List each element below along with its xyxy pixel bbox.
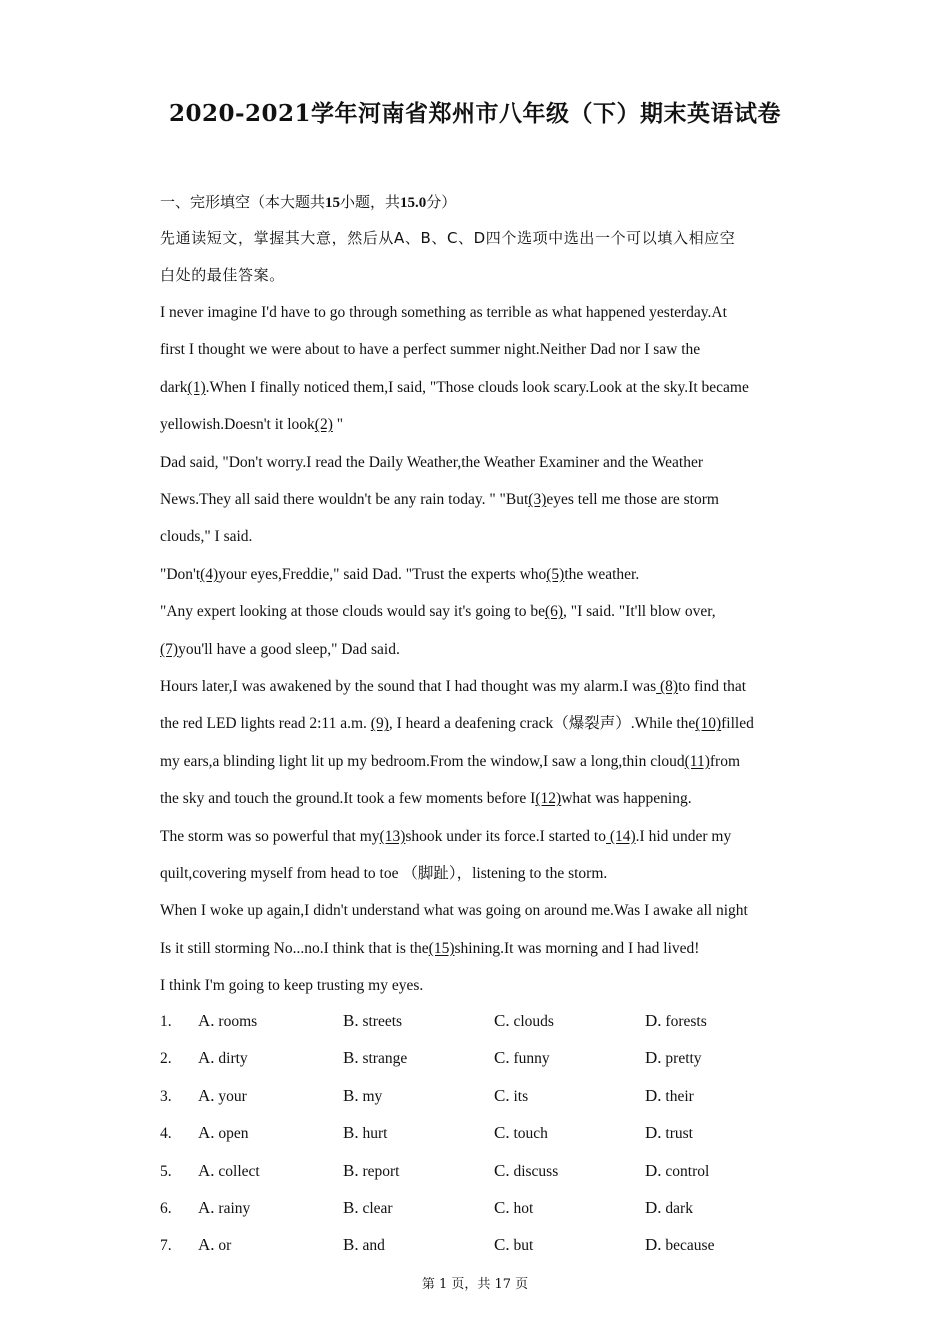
passage-line	[160, 789, 692, 809]
option-text: hurt	[358, 1125, 388, 1143]
option-c[interactable]	[494, 1123, 548, 1143]
question-number: 7.	[160, 1237, 172, 1255]
option-text: touch	[509, 1125, 548, 1143]
option-text: your	[214, 1087, 247, 1105]
option-a[interactable]	[198, 1086, 247, 1106]
passage-text: dark	[160, 378, 188, 396]
option-letter: D.	[645, 1235, 662, 1255]
option-text: my	[358, 1087, 383, 1105]
passage-text: , "I said. "It'll blow over,	[563, 603, 716, 621]
blank-marker: (7)	[160, 640, 179, 658]
passage-text: .When I finally noticed them,I said, "Those clouds look scary.Look at the sky.It became	[205, 378, 749, 396]
option-a[interactable]	[198, 1011, 257, 1031]
passage-text: shook under its force.I started to	[405, 827, 606, 845]
passage-line	[160, 490, 719, 510]
option-row	[160, 1086, 800, 1110]
passage-text: filled	[721, 715, 754, 733]
option-c[interactable]	[494, 1086, 528, 1106]
passage-line	[160, 752, 740, 772]
blank-marker: (13)	[379, 827, 406, 845]
question-number: 6.	[160, 1200, 172, 1217]
blank-marker: (11)	[684, 752, 710, 770]
option-text: control	[661, 1162, 710, 1180]
passage-text: yellowish.Doesn't it look	[160, 416, 315, 434]
option-a[interactable]	[198, 1198, 250, 1218]
passage-text: , I heard a deafening crack（爆裂声）.While the	[388, 715, 696, 733]
page-footer: 第 1 页，共 17 页	[421, 1277, 529, 1292]
blank-marker: (9)	[370, 715, 389, 733]
option-text: funny	[509, 1050, 550, 1068]
option-letter: B.	[343, 1085, 359, 1105]
option-b[interactable]	[343, 1235, 385, 1255]
option-letter: C.	[494, 1048, 510, 1068]
passage-text: quilt,covering myself from head to toe （脚趾），listening to the storm.	[160, 865, 608, 882]
option-b[interactable]	[343, 1048, 407, 1068]
option-letter: D.	[645, 1160, 662, 1180]
section-score: 15.0	[400, 195, 427, 211]
option-row	[160, 1235, 800, 1259]
section-mid: 小题，共	[340, 193, 401, 211]
passage-text: The storm was so powerful that my	[160, 827, 380, 845]
option-text: trust	[661, 1125, 693, 1143]
blank-marker: (3)	[528, 491, 547, 508]
passage-line	[160, 640, 400, 660]
option-text: rainy	[214, 1200, 251, 1217]
option-text: dirty	[214, 1050, 248, 1068]
passage-text: When I woke up again,I didn't understand what was going on around me.Was I awake all night	[160, 902, 748, 920]
option-text: or	[214, 1237, 232, 1255]
option-row	[160, 1048, 800, 1072]
passage-text: the sky and touch the ground.It took a few moments before I	[160, 790, 536, 808]
passage-line	[160, 864, 607, 884]
blank-marker: (4)	[200, 565, 219, 583]
option-text: clear	[358, 1200, 393, 1217]
blank-marker: (1)	[187, 378, 206, 396]
passage-line	[160, 939, 699, 959]
passage-line	[160, 527, 252, 547]
option-c[interactable]	[494, 1198, 533, 1218]
instruction-line: 先通读短文，掌握其大意，然后从A、B、C、D四个选项中选出一个可以填入相应空	[160, 229, 736, 247]
option-d[interactable]	[645, 1011, 707, 1031]
question-number: 4.	[160, 1125, 172, 1143]
option-letter: B.	[343, 1011, 359, 1030]
option-text: but	[509, 1237, 534, 1255]
option-d[interactable]	[645, 1161, 709, 1181]
passage-text: first I thought we were about to have a perfect summer night.Neither Dad nor I saw the	[160, 341, 701, 359]
option-text: report	[358, 1162, 400, 1180]
passage-text: Hours later,I was awakened by the sound that I had thought was my alarm.I was	[160, 678, 657, 695]
option-letter: C.	[494, 1011, 510, 1030]
passage-line	[160, 827, 731, 847]
option-c[interactable]	[494, 1161, 558, 1181]
passage-text: from	[709, 752, 741, 770]
passage-text: shining.It was morning and I had lived!	[454, 939, 700, 957]
option-letter: A.	[198, 1160, 215, 1180]
instruction-line: 白处的最佳答案。	[160, 266, 285, 284]
option-letter: B.	[343, 1160, 359, 1180]
option-text: discuss	[509, 1162, 559, 1180]
option-d[interactable]	[645, 1048, 702, 1068]
passage-line	[160, 303, 727, 323]
option-letter: A.	[198, 1198, 215, 1217]
option-letter: D.	[645, 1198, 662, 1217]
option-text: because	[661, 1237, 715, 1255]
option-letter: A.	[198, 1235, 215, 1255]
passage-text: I never imagine I'd have to go through something as terrible as what happened yesterday.At	[160, 304, 727, 321]
option-b[interactable]	[343, 1011, 402, 1031]
passage-text: clouds," I said.	[160, 528, 253, 546]
option-d[interactable]	[645, 1235, 714, 1255]
passage-text: to find that	[678, 678, 747, 695]
option-d[interactable]	[645, 1123, 693, 1143]
passage-text: the weather.	[564, 565, 640, 583]
option-letter: C.	[494, 1198, 510, 1217]
option-text: hot	[509, 1200, 534, 1217]
passage-text: your eyes,Freddie," said Dad. "Trust the experts who	[218, 565, 547, 583]
passage-text: you'll have a good sleep," Dad said.	[178, 640, 400, 658]
option-row	[160, 1123, 800, 1147]
option-c[interactable]	[494, 1235, 533, 1255]
option-a[interactable]	[198, 1161, 260, 1181]
option-letter: A.	[198, 1011, 215, 1030]
option-text: its	[509, 1087, 529, 1105]
question-number: 2.	[160, 1050, 172, 1068]
option-c[interactable]	[494, 1011, 554, 1031]
passage-text: the red LED lights read 2:11 a.m.	[160, 715, 371, 733]
passage-line	[160, 714, 754, 734]
passage-line	[160, 602, 716, 622]
passage-text: Is it still storming No...no.I think that is the	[160, 939, 429, 957]
option-letter: A.	[198, 1085, 215, 1105]
blank-marker: (15)	[428, 939, 455, 957]
passage-text: "Don't	[160, 565, 201, 583]
passage-text: News.They all said there wouldn't be any rain today. " "But	[160, 491, 529, 508]
option-a[interactable]	[198, 1123, 249, 1143]
option-text: open	[214, 1125, 249, 1143]
passage-line	[160, 976, 423, 996]
option-b[interactable]	[343, 1086, 382, 1106]
passage-text: "Any expert looking at those clouds would say it's going to be	[160, 603, 545, 621]
blank-marker: (8)	[656, 678, 679, 695]
question-number: 1.	[160, 1013, 172, 1030]
option-b[interactable]	[343, 1123, 387, 1143]
passage-text: what was happening.	[561, 790, 692, 808]
option-d[interactable]	[645, 1198, 693, 1218]
option-text: strange	[358, 1050, 408, 1068]
option-row	[160, 1161, 800, 1185]
blank-marker: (12)	[535, 790, 562, 808]
option-letter: C.	[494, 1235, 510, 1255]
option-letter: C.	[494, 1085, 510, 1105]
option-text: and	[358, 1237, 385, 1255]
option-letter: B.	[343, 1048, 359, 1068]
option-letter: A.	[198, 1048, 215, 1068]
passage-line	[160, 378, 749, 398]
option-text: dark	[661, 1200, 693, 1217]
option-letter: B.	[343, 1123, 359, 1143]
option-letter: D.	[645, 1123, 662, 1143]
passage-text: "	[332, 416, 344, 434]
option-d[interactable]	[645, 1086, 694, 1106]
option-a[interactable]	[198, 1235, 231, 1255]
passage-line	[160, 453, 703, 473]
passage-text: eyes tell me those are storm	[546, 491, 719, 508]
passage-line	[160, 565, 639, 585]
blank-marker: (5)	[546, 565, 565, 583]
option-row	[160, 1198, 800, 1222]
option-a[interactable]	[198, 1048, 248, 1068]
passage-text: .I hid under my	[635, 827, 732, 845]
passage-line	[160, 415, 343, 435]
passage-line	[160, 340, 700, 360]
option-letter: D.	[645, 1085, 662, 1105]
option-c[interactable]	[494, 1048, 550, 1068]
option-letter: D.	[645, 1048, 662, 1068]
option-text: clouds	[509, 1013, 554, 1030]
passage-line	[160, 677, 746, 697]
blank-marker: (14)	[605, 827, 636, 845]
passage-text: Dad said, "Don't worry.I read the Daily Weather,the Weather Examiner and the Weather	[160, 453, 704, 471]
option-letter: B.	[343, 1198, 359, 1217]
page-title: 2020-2021学年河南省郑州市八年级（下）期末英语试卷	[168, 100, 782, 127]
option-letter: C.	[494, 1160, 510, 1180]
option-letter: D.	[645, 1011, 662, 1030]
option-text: pretty	[661, 1050, 702, 1068]
option-letter: B.	[343, 1235, 359, 1255]
passage-text: I think I'm going to keep trusting my eyes.	[160, 977, 424, 995]
question-number: 5.	[160, 1162, 172, 1180]
question-count: 15	[325, 195, 341, 211]
option-letter: A.	[198, 1123, 215, 1143]
blank-marker: (2)	[314, 416, 333, 434]
option-row	[160, 1011, 800, 1035]
section-prefix: 一、完形填空（本大题共	[160, 193, 326, 211]
option-text: streets	[358, 1013, 403, 1030]
option-text: their	[661, 1087, 694, 1105]
passage-text: my ears,a blinding light lit up my bedroom.From the window,I saw a long,thin cloud	[160, 752, 685, 770]
option-b[interactable]	[343, 1161, 399, 1181]
option-b[interactable]	[343, 1198, 393, 1218]
option-text: collect	[214, 1162, 260, 1180]
option-text: rooms	[214, 1013, 258, 1030]
option-text: forests	[661, 1013, 707, 1030]
question-number: 3.	[160, 1087, 172, 1105]
section-heading	[160, 191, 456, 212]
blank-marker: (10)	[695, 715, 722, 733]
passage-line	[160, 901, 748, 921]
option-letter: C.	[494, 1123, 510, 1143]
blank-marker: (6)	[544, 603, 564, 621]
section-suffix: 分）	[426, 193, 457, 211]
